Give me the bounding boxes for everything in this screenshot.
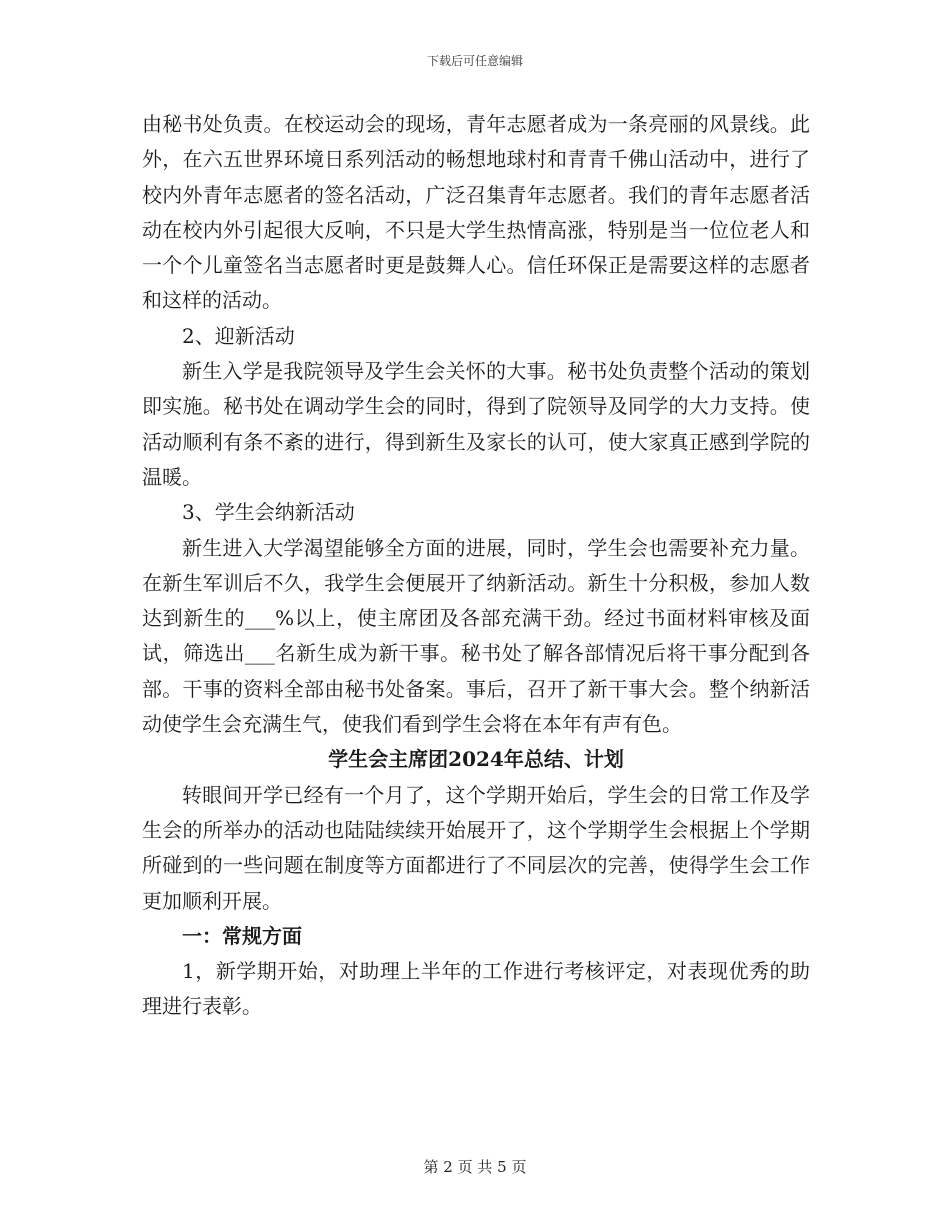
paragraph-item-1: 1，新学期开始，对助理上半年的工作进行考核评定，对表现优秀的助理进行表彰。 (142, 959, 810, 1019)
paragraph-welcome-activity: 新生入学是我院领导及学生会关怀的大事。秘书处负责整个活动的策划即实施。秘书处在调动学生会的同时，得到了院领导及同学的大力支持。使活动顺利有条不紊的进行，得到新生及家长的认可，使大家真正感到学院的温暖。 (142, 359, 810, 489)
page-footer: 第 2 页 共 5 页 (423, 1158, 527, 1176)
section-title: 学生会主席团2024年总结、计划 (328, 747, 624, 772)
paragraph-intro: 转眼间开学已经有一个月了，这个学期开始后，学生会的日常工作及学生会的所举办的活动也陆陆续续开始展开了，这个学期学生会根据上个学期所碰到的一些问题在制度等方面都进行了不同层次的完善，使得学生会工作更加顺利开展。 (142, 782, 810, 913)
document-body (142, 107, 810, 1025)
page-header: 下载后可任意编辑 (426, 54, 523, 68)
item-heading-recruitment: 3、学生会纳新活动 (182, 500, 355, 525)
subheading-routine: 一：常规方面 (182, 923, 302, 948)
paragraph-volunteer-continued: 由秘书处负责。在校运动会的现场，青年志愿者成为一条亮丽的风景线。此外，在六五世界环境日系列活动的畅想地球村和青青千佛山活动中，进行了校内外青年志愿者的签名活动，广泛召集青年志愿者。我们的青年志愿者活动在校内外引起很大反响，不只是大学生热情高涨，特别是当一位位老人和一个个儿童签名当志愿者时更是鼓舞人心。信任环保正是需要这样的志愿者和这样的活动。 (142, 112, 810, 313)
paragraph-recruitment: 新生进入大学渴望能够全方面的进展，同时，学生会也需要补充力量。在新生军训后不久，我学生会便展开了纳新活动。新生十分积极，参加人数达到新生的___%以上，使主席团及各部充满干劲。经过书面材料审核及面试，筛选出___名新生成为新干事。秘书处了解各部情况后将干事分配到各部。干事的资料全部由秘书处备案。事后，召开了新干事大会。整个纳新活动使学生会充满生气，使我们看到学生会将在本年有声有色。 (142, 535, 810, 737)
item-heading-welcome: 2、迎新活动 (182, 323, 295, 348)
